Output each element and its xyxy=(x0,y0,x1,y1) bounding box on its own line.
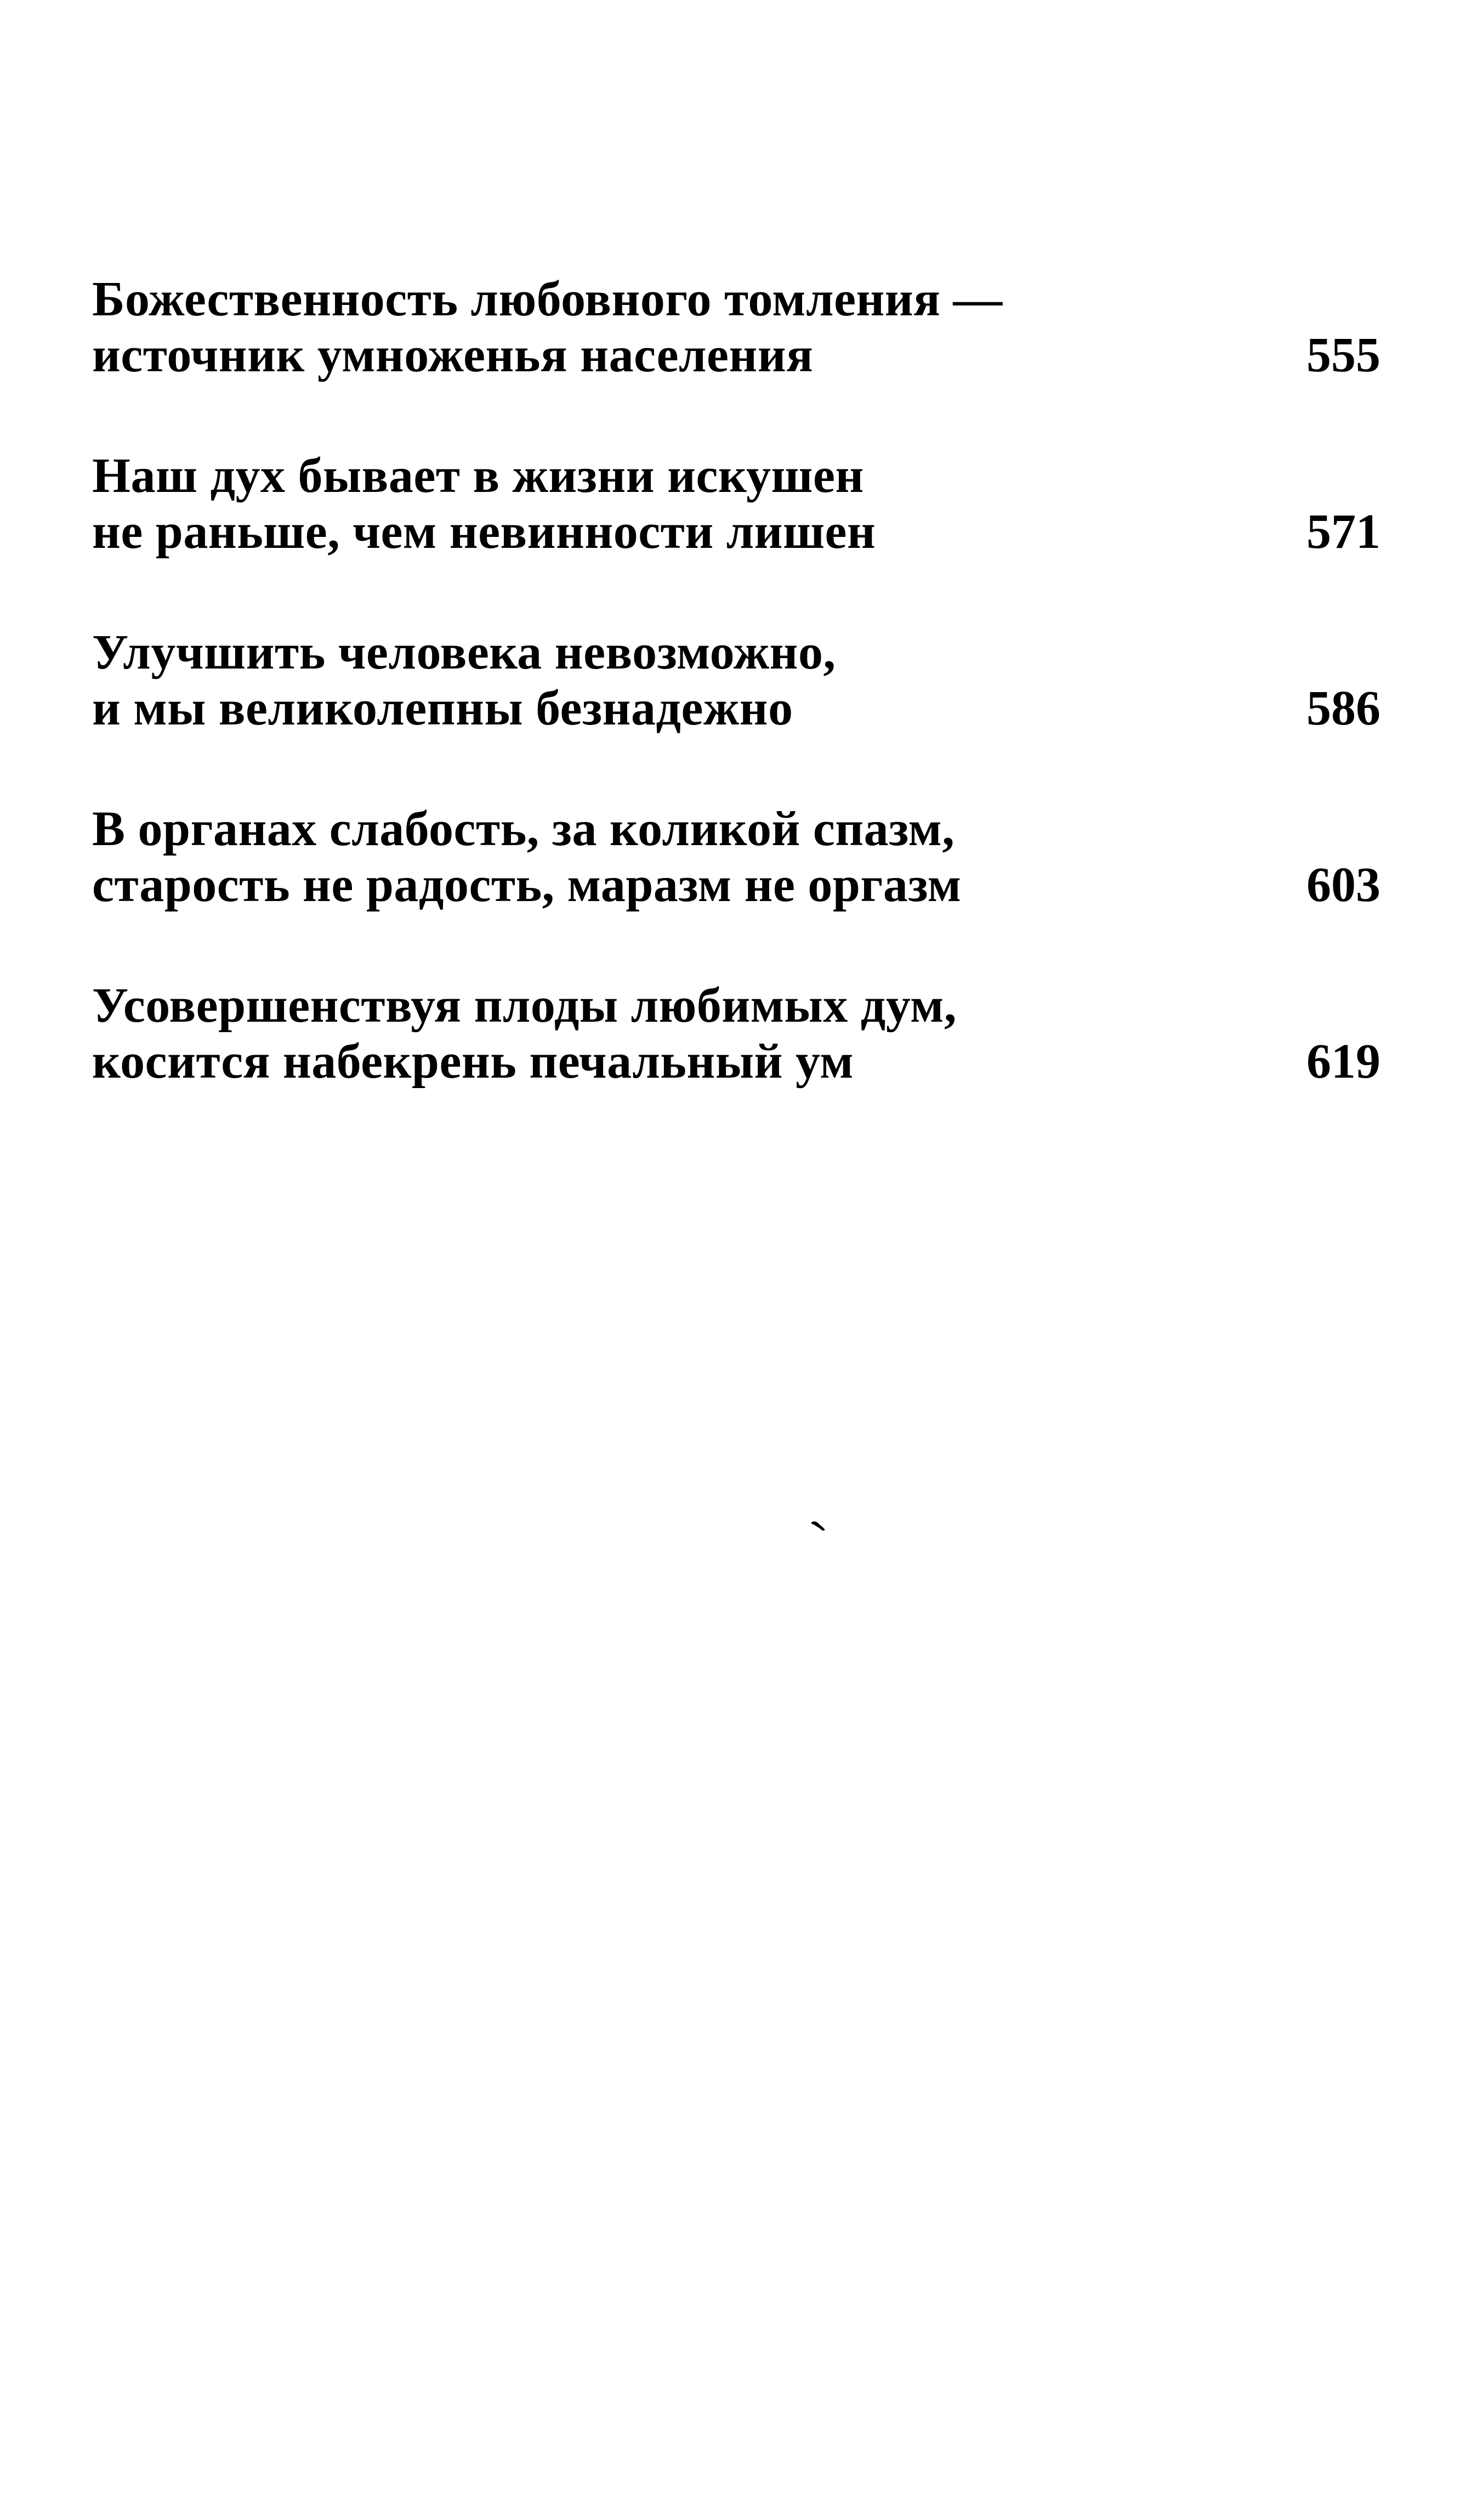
toc-entry-line: косится набекрень печальный ум xyxy=(92,1034,854,1089)
toc-page-number: 571 xyxy=(1306,505,1380,559)
toc-entry-line: Усовершенствуя плоды любимых дум, xyxy=(92,978,957,1033)
toc-entry-line: старость не радость, маразм не оргазм xyxy=(92,858,962,912)
toc-page-number: 619 xyxy=(1306,1034,1380,1089)
toc-entry-line: и мы великолепны безнадежно xyxy=(92,681,793,735)
toc-entry-line: Наш дух бывает в жизни искушен xyxy=(92,449,864,503)
toc-entry xyxy=(92,625,1380,737)
toc-entry xyxy=(92,978,1380,1090)
toc-entry xyxy=(92,448,1380,560)
toc-entry xyxy=(92,271,1380,383)
table-of-contents xyxy=(92,271,1380,1154)
toc-entry-line: В органах слабость, за коликой спазм, xyxy=(92,802,955,856)
ink-speck-mark xyxy=(810,1520,826,1531)
toc-page-number: 586 xyxy=(1306,681,1380,735)
toc-entry-line: Божественность любовного томления — xyxy=(92,272,1003,326)
toc-page-number: 555 xyxy=(1306,328,1380,382)
toc-entry-line: не раньше, чем невинности лишен xyxy=(92,505,876,559)
toc-page-number: 603 xyxy=(1306,858,1380,912)
toc-entry xyxy=(92,801,1380,913)
toc-entry-line: источник умноженья населения xyxy=(92,328,814,382)
toc-entry-line: Улучшить человека невозможно, xyxy=(92,625,836,679)
